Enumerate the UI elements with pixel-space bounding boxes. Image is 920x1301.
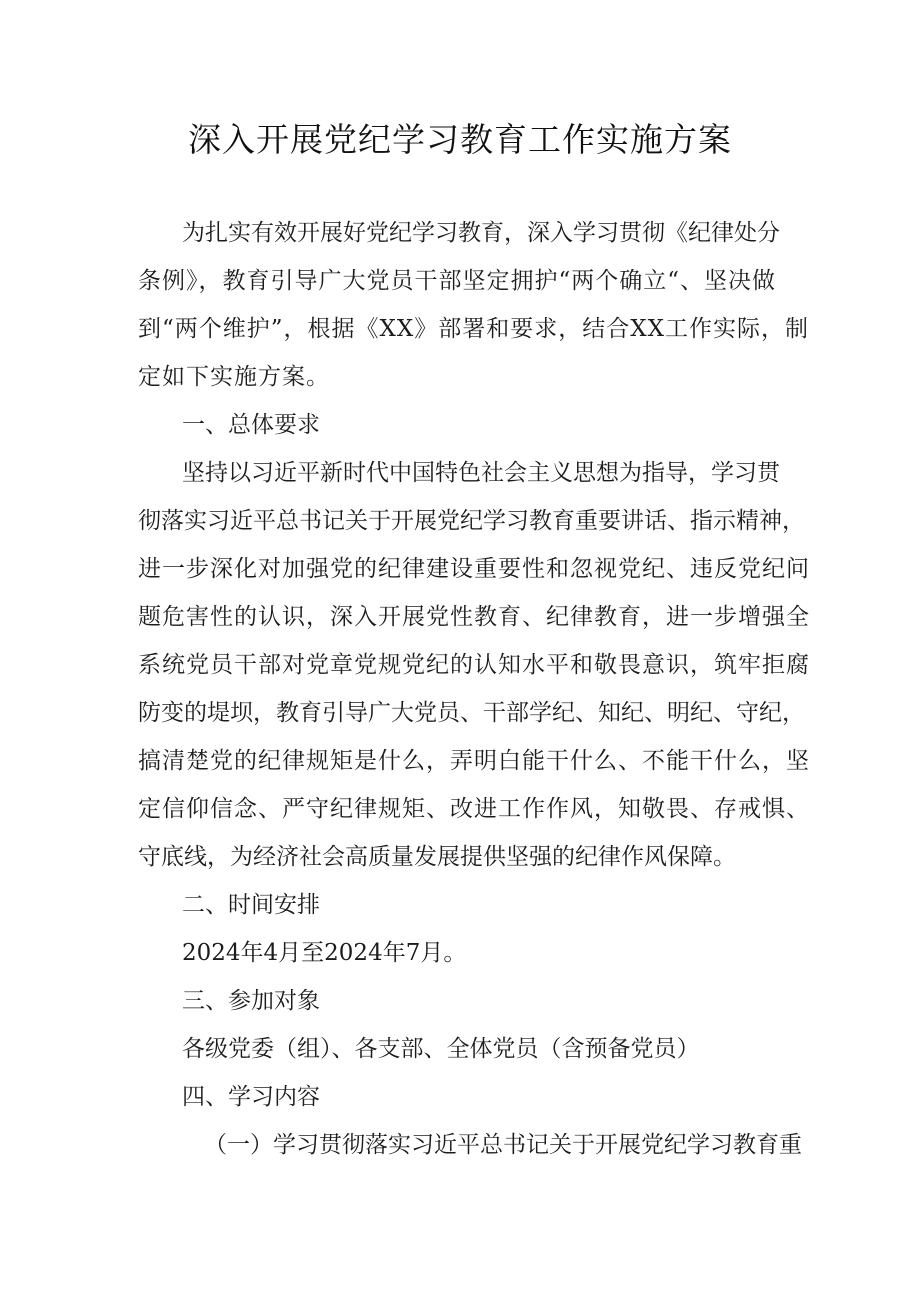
intro-line-1: 为扎实有效开展好党纪学习教育，深入学习贯彻《纪律处分 — [182, 220, 780, 246]
section-2-text: 2024年4月至2024年7月。 — [182, 940, 467, 966]
intro-line-3: 到“两个维护”，根据《XX》部署和要求，结合XX工作实际，制 — [138, 316, 810, 342]
section-1-line-3: 进一步深化对加强党的纪律建设重要性和忽视党纪、违反党纪问 — [138, 556, 810, 582]
section-1-line-7: 搞清楚党的纪律规矩是什么，弄明白能干什么、不能干什么，坚 — [138, 748, 810, 774]
document-title: 深入开展党纪学习教育工作实施方案 — [188, 120, 732, 159]
section-1-line-9: 守底线，为经济社会高质量发展提供坚强的纪律作风保障。 — [138, 844, 736, 870]
intro-line-4: 定如下实施方案。 — [138, 364, 330, 390]
section-2-heading: 二、时间安排 — [182, 892, 320, 918]
section-4-item-1: （一）学习贯彻落实习近平总书记关于开展党纪学习教育重 — [204, 1132, 802, 1158]
section-1-heading: 一、总体要求 — [182, 412, 320, 438]
section-4-heading: 四、学习内容 — [182, 1084, 320, 1110]
section-3-text: 各级党委（组）、各支部、全体党员（含预备党员） — [182, 1036, 700, 1062]
section-1-line-6: 防变的堤坝，教育引导广大党员、干部学纪、知纪、明纪、守纪， — [138, 700, 805, 726]
section-1-line-5: 系统党员干部对党章党规党纪的认知水平和敬畏意识，筑牢拒腐 — [138, 652, 810, 678]
section-1-line-8: 定信仰信念、严守纪律规矩、改进工作作风，知敬畏、存戒惧、 — [138, 796, 810, 822]
section-1-line-2: 彻落实习近平总书记关于开展党纪学习教育重要讲话、指示精神， — [138, 508, 805, 534]
intro-line-2: 条例》，教育引导广大党员干部坚定拥护“两个确立“、坚决做 — [138, 268, 777, 294]
section-1-line-1: 坚持以习近平新时代中国特色社会主义思想为指导，学习贯 — [182, 460, 780, 486]
section-1-line-4: 题危害性的认识，深入开展党性教育、纪律教育，进一步增强全 — [138, 604, 810, 630]
section-3-heading: 三、参加对象 — [182, 988, 320, 1014]
